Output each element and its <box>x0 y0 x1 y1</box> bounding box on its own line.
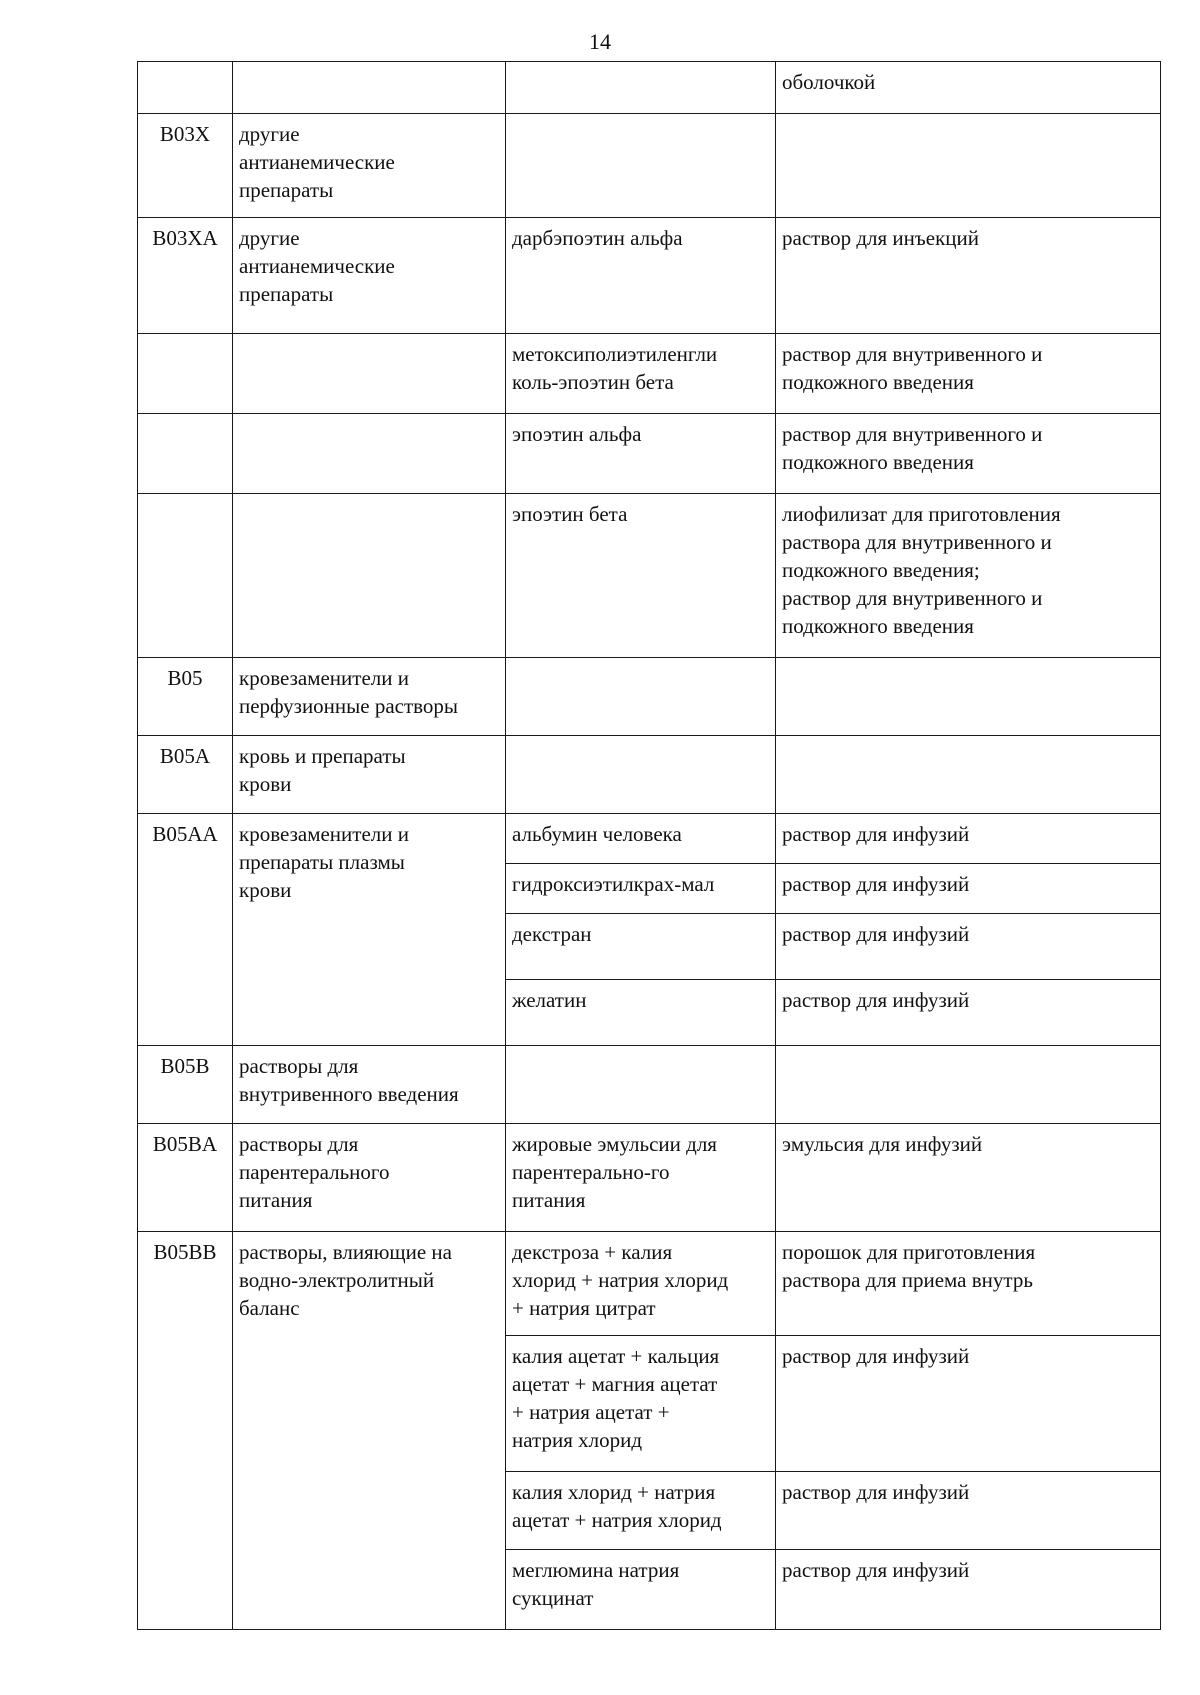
atc-code-cell: B03XA <box>138 218 233 334</box>
table-row <box>138 658 1161 736</box>
dosage-form-cell: раствор для инфузий <box>776 914 1161 980</box>
table-row <box>138 414 1161 494</box>
group-cell: кровезаменители и препараты плазмы крови <box>233 814 506 1046</box>
dosage-form-cell: раствор для инфузий <box>776 1550 1161 1630</box>
table-row <box>138 1232 1161 1336</box>
dosage-form-cell: раствор для инфузий <box>776 980 1161 1046</box>
group-cell: растворы, влияющие на водно-электролитный баланс <box>233 1232 506 1630</box>
group-cell: растворы для парентерального питания <box>233 1124 506 1232</box>
group-cell: кровь и препараты крови <box>233 736 506 814</box>
group-cell <box>233 334 506 414</box>
substance-cell: жировые эмульсии для парентерально-го питания <box>506 1124 776 1232</box>
table-row <box>138 62 1161 114</box>
substance-cell: калия ацетат + кальция ацетат + магния ацетат + натрия ацетат + натрия хлорид <box>506 1336 776 1472</box>
substance-cell: эпоэтин альфа <box>506 414 776 494</box>
group-cell: другие антианемические препараты <box>233 218 506 334</box>
substance-cell: эпоэтин бета <box>506 494 776 658</box>
atc-code-cell: B03X <box>138 114 233 218</box>
substance-cell <box>506 114 776 218</box>
atc-code-cell: B05AA <box>138 814 233 1046</box>
dosage-form-cell: раствор для внутривенного и подкожного введения <box>776 414 1161 494</box>
substance-cell: гидроксиэтилкрах-мал <box>506 864 776 914</box>
dosage-form-cell <box>776 736 1161 814</box>
atc-code-cell: B05BA <box>138 1124 233 1232</box>
atc-code-cell <box>138 414 233 494</box>
atc-code-cell: B05BB <box>138 1232 233 1630</box>
substance-cell <box>506 62 776 114</box>
table-row <box>138 494 1161 658</box>
table-row <box>138 1124 1161 1232</box>
dosage-form-cell: раствор для инфузий <box>776 864 1161 914</box>
table-row <box>138 334 1161 414</box>
atc-code-cell <box>138 334 233 414</box>
substance-cell: метоксиполиэтиленгли коль-эпоэтин бета <box>506 334 776 414</box>
dosage-form-cell: раствор для инъекций <box>776 218 1161 334</box>
dosage-form-cell <box>776 1046 1161 1124</box>
table-row <box>138 1046 1161 1124</box>
table-row <box>138 114 1161 218</box>
dosage-form-cell: раствор для инфузий <box>776 814 1161 864</box>
substance-cell: меглюмина натрия сукцинат <box>506 1550 776 1630</box>
dosage-form-cell: раствор для инфузий <box>776 1472 1161 1550</box>
group-cell: кровезаменители и перфузионные растворы <box>233 658 506 736</box>
dosage-form-cell <box>776 114 1161 218</box>
drug-table <box>137 61 1161 1630</box>
group-cell <box>233 494 506 658</box>
dosage-form-cell: эмульсия для инфузий <box>776 1124 1161 1232</box>
substance-cell: декстран <box>506 914 776 980</box>
dosage-form-cell <box>776 658 1161 736</box>
dosage-form-cell: раствор для внутривенного и подкожного введения <box>776 334 1161 414</box>
table-row <box>138 218 1161 334</box>
substance-cell <box>506 658 776 736</box>
atc-code-cell: B05A <box>138 736 233 814</box>
substance-cell: дарбэпоэтин альфа <box>506 218 776 334</box>
substance-cell: альбумин человека <box>506 814 776 864</box>
substance-cell: калия хлорид + натрия ацетат + натрия хлорид <box>506 1472 776 1550</box>
group-cell <box>233 414 506 494</box>
dosage-form-cell: раствор для инфузий <box>776 1336 1161 1472</box>
table-row <box>138 736 1161 814</box>
dosage-form-cell: лиофилизат для приготовления раствора для внутривенного и подкожного введения; раствор для внутривенного и подкожного введения <box>776 494 1161 658</box>
substance-cell <box>506 736 776 814</box>
atc-code-cell: B05B <box>138 1046 233 1124</box>
substance-cell: декстроза + калия хлорид + натрия хлорид + натрия цитрат <box>506 1232 776 1336</box>
group-cell <box>233 62 506 114</box>
atc-code-cell: B05 <box>138 658 233 736</box>
group-cell: другие антианемические препараты <box>233 114 506 218</box>
atc-code-cell <box>138 494 233 658</box>
group-cell: растворы для внутривенного введения <box>233 1046 506 1124</box>
substance-cell <box>506 1046 776 1124</box>
dosage-form-cell: порошок для приготовления раствора для приема внутрь <box>776 1232 1161 1336</box>
substance-cell: желатин <box>506 980 776 1046</box>
table-row <box>138 814 1161 864</box>
dosage-form-cell: оболочкой <box>776 62 1161 114</box>
atc-code-cell <box>138 62 233 114</box>
page-number: 14 <box>589 29 611 54</box>
